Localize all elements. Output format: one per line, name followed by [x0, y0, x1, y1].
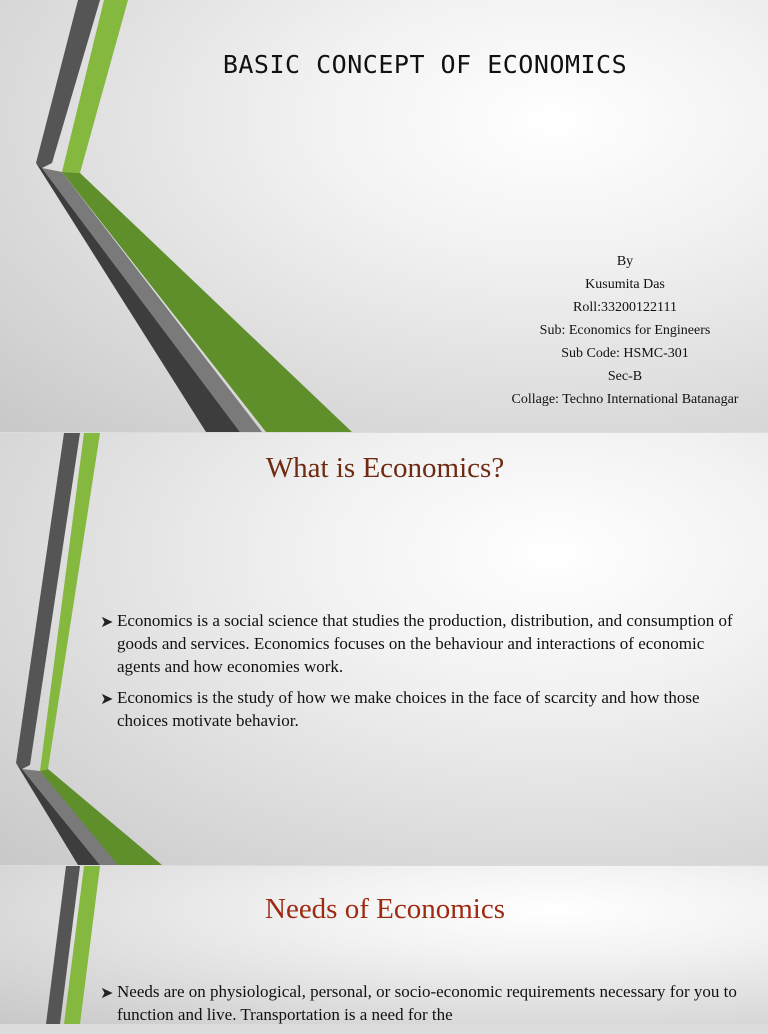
- college: Collage: Techno International Batanagar: [511, 392, 739, 407]
- list-item: [100, 686, 740, 732]
- arrow-bullet-icon: ➤: [100, 985, 114, 1002]
- arrow-bullet-icon: ➤: [100, 614, 114, 631]
- bullet-text: Economics is the study of how we make choices in the face of scarcity and how those choices motivate behavior.: [117, 688, 700, 730]
- subject-code: Sub Code: HSMC-301: [561, 346, 689, 361]
- subject: Sub: Economics for Engineers: [539, 323, 711, 338]
- slide-title: What is Economics?: [265, 452, 505, 484]
- slide-1: [0, 0, 768, 432]
- bullet-list: [100, 980, 740, 1034]
- author-info: [485, 250, 765, 411]
- slide-title: BASIC CONCEPT OF ECONOMICS: [222, 50, 628, 79]
- arrow-bullet-icon: ➤: [100, 691, 114, 708]
- byline-by: By: [616, 254, 634, 269]
- bullet-list: [100, 609, 740, 740]
- bullet-text: Economics is a social science that studies the production, distribution, and consumption of goods and services. Economics focuses on the behaviour and interactions of economic agents and how economies work.: [117, 611, 733, 676]
- roll-number: Roll:33200122111: [573, 300, 677, 315]
- list-item: [100, 980, 740, 1026]
- section: Sec-B: [607, 369, 643, 384]
- slide-title: Needs of Economics: [265, 893, 505, 925]
- author-name: Kusumita Das: [585, 277, 665, 292]
- list-item: [100, 609, 740, 678]
- bullet-text: Needs are on physiological, personal, or socio-economic requirements necessary for you to function and live. Transportation is a need for the: [117, 982, 737, 1024]
